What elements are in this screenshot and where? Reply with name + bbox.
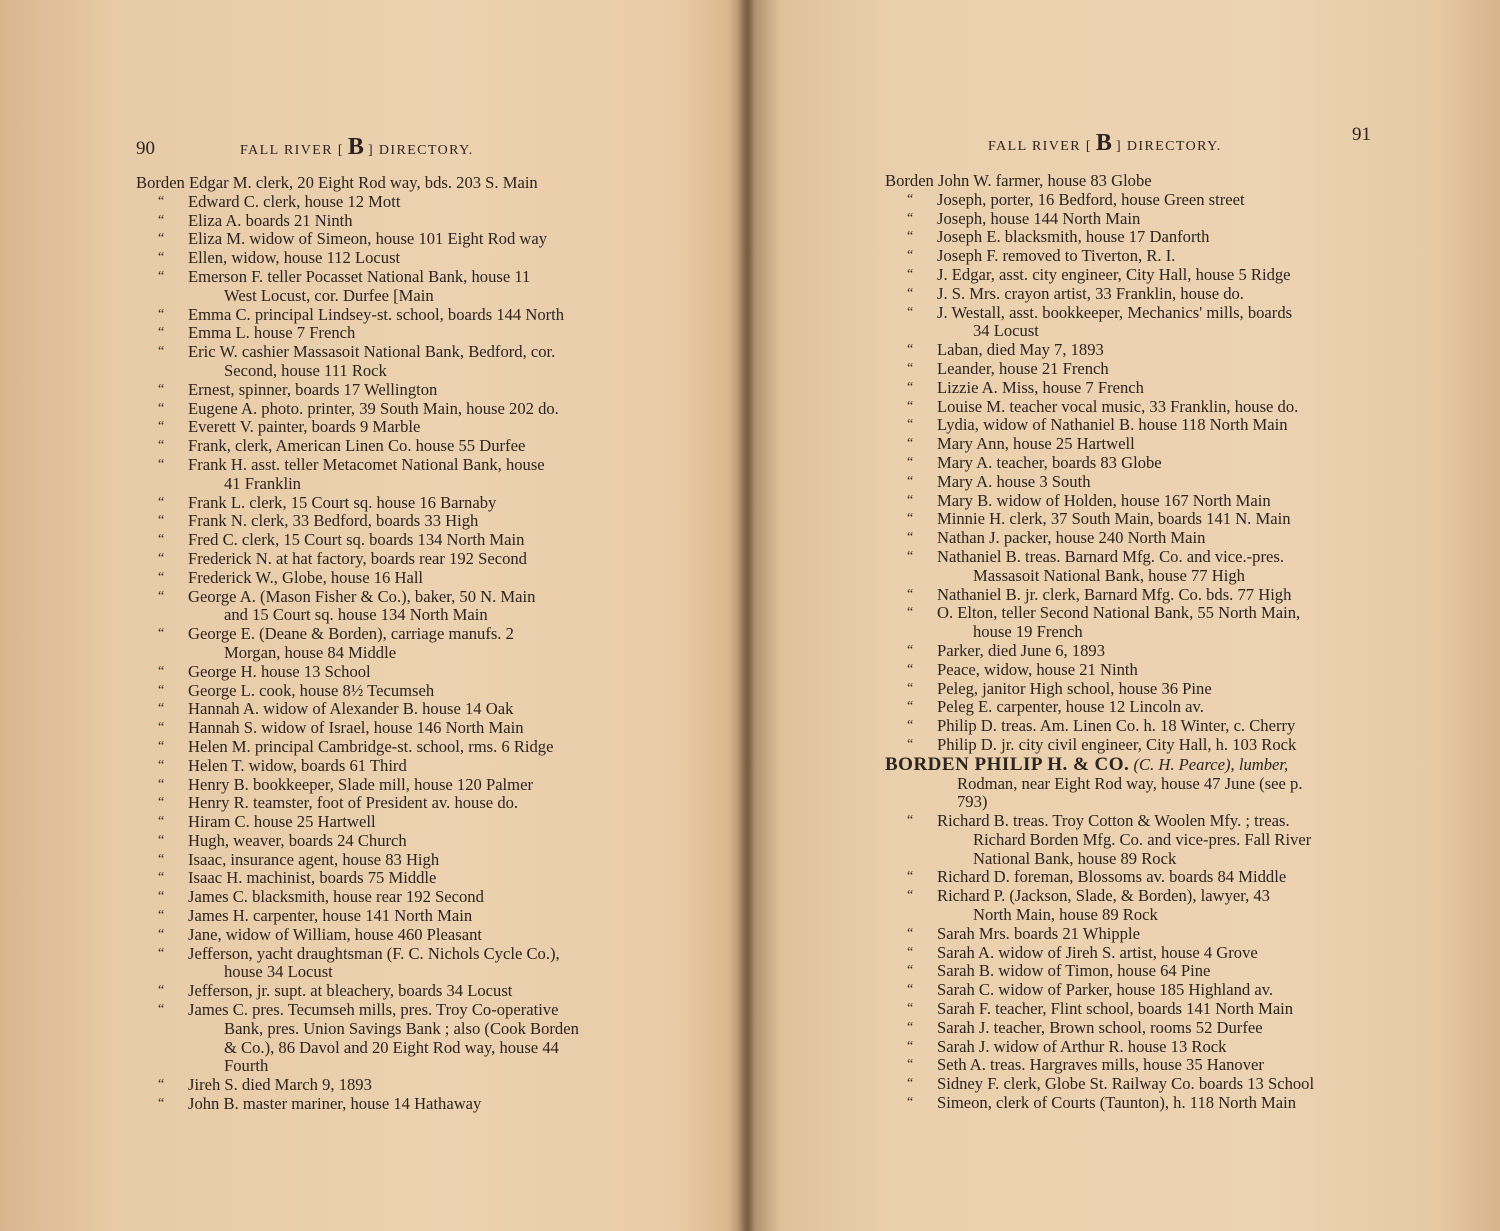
entry-text: Peleg E. carpenter, house 12 Lincoln av. bbox=[937, 697, 1204, 717]
list-item bbox=[885, 492, 1385, 511]
ditto-mark: “ bbox=[907, 963, 914, 979]
list-item bbox=[136, 550, 626, 569]
ditto-mark: “ bbox=[907, 888, 914, 904]
entry-text: Emma C. principal Lindsey-st. school, boards 144 North bbox=[188, 304, 565, 324]
ditto-mark: “ bbox=[907, 736, 914, 752]
ditto-mark: “ bbox=[907, 417, 914, 433]
ditto-mark: “ bbox=[158, 381, 165, 397]
entry-text: Nathaniel B. jr. clerk, Barnard Mfg. Co. bds. 77 High bbox=[937, 584, 1292, 604]
entry-text: Borden John W. farmer, house 83 Globe bbox=[885, 171, 1152, 190]
list-item bbox=[136, 512, 626, 531]
entry-list bbox=[885, 172, 1385, 1113]
list-item bbox=[136, 418, 626, 437]
entry-text: Joseph, porter, 16 Bedford, house Green street bbox=[937, 189, 1245, 209]
list-item bbox=[136, 268, 626, 287]
entry-text: George H. house 13 School bbox=[188, 661, 371, 681]
entry-text: National Bank, house 89 Rock bbox=[973, 848, 1177, 868]
ditto-mark: “ bbox=[907, 718, 914, 734]
list-item bbox=[885, 736, 1385, 755]
entry-text: Ellen, widow, house 112 Locust bbox=[188, 248, 401, 268]
entry-text: Parker, died June 6, 1893 bbox=[937, 640, 1106, 660]
entry-text: West Locust, cor. Durfee [Main bbox=[224, 285, 434, 305]
list-item bbox=[885, 868, 1385, 887]
entry-text: Frank L. clerk, 15 Court sq. house 16 Barnaby bbox=[188, 492, 497, 512]
entry-text: Jefferson, jr. supt. at bleachery, boards 34 Locust bbox=[188, 981, 513, 1001]
ditto-mark: “ bbox=[158, 494, 165, 510]
list-item bbox=[136, 682, 626, 701]
list-item bbox=[136, 700, 626, 719]
entry-text: Richard P. (Jackson, Slade, & Borden), lawyer, 43 bbox=[937, 886, 1270, 906]
entry-text: Seth A. treas. Hargraves mills, house 35 Hanover bbox=[937, 1055, 1264, 1075]
header-title: DIRECTORY. bbox=[1126, 139, 1222, 154]
list-item bbox=[885, 944, 1385, 963]
entry-text: Helen M. principal Cambridge-st. school, rms. 6 Ridge bbox=[188, 736, 554, 756]
list-item bbox=[885, 812, 1385, 831]
entry-text: Second, house 111 Rock bbox=[224, 360, 387, 380]
list-item bbox=[136, 456, 626, 475]
list-item bbox=[885, 247, 1385, 266]
ditto-mark: “ bbox=[158, 663, 165, 679]
ditto-mark: “ bbox=[158, 738, 165, 754]
ditto-mark: “ bbox=[158, 400, 165, 416]
list-item bbox=[136, 888, 626, 907]
ditto-mark: “ bbox=[907, 661, 914, 677]
entry-text: George L. cook, house 8½ Tecumseh bbox=[188, 680, 435, 700]
list-item bbox=[136, 193, 626, 212]
entry-text: Louise M. teacher vocal music, 33 Franklin, house do. bbox=[937, 396, 1299, 416]
list-item bbox=[136, 1095, 626, 1114]
list-item bbox=[136, 494, 626, 513]
entry-text: house 34 Locust bbox=[224, 962, 333, 982]
list-item bbox=[136, 588, 626, 607]
entry-continuation bbox=[136, 1020, 626, 1039]
ditto-mark: “ bbox=[907, 266, 914, 282]
ditto-mark: “ bbox=[158, 325, 165, 341]
list-item bbox=[885, 416, 1385, 435]
ditto-mark: “ bbox=[907, 605, 914, 621]
right-big-cont bbox=[885, 775, 1385, 813]
entry-text: John B. master mariner, house 14 Hathaway bbox=[188, 1094, 482, 1114]
right-entries-a bbox=[885, 191, 1385, 755]
entry-text: Leander, house 21 French bbox=[937, 358, 1109, 378]
list-item bbox=[885, 1075, 1385, 1094]
list-item bbox=[885, 586, 1385, 605]
entry-text: George E. (Deane & Borden), carriage manufs. 2 bbox=[188, 624, 514, 644]
list-item bbox=[885, 304, 1385, 323]
ditto-mark: “ bbox=[158, 814, 165, 830]
entry-text: Frank H. asst. teller Metacomet National Bank, house bbox=[188, 454, 545, 474]
ditto-mark: “ bbox=[907, 285, 914, 301]
ditto-mark: “ bbox=[158, 945, 165, 961]
entry-text: Helen T. widow, boards 61 Third bbox=[188, 755, 407, 775]
ditto-mark: “ bbox=[907, 304, 914, 320]
ditto-mark: “ bbox=[158, 682, 165, 698]
ditto-mark: “ bbox=[907, 454, 914, 470]
entry-text: Jefferson, yacht draughtsman (F. C. Nichols Cycle Co.), bbox=[188, 943, 560, 963]
list-item bbox=[885, 717, 1385, 736]
entry-text: Sarah Mrs. boards 21 Whipple bbox=[937, 923, 1140, 943]
ditto-mark: “ bbox=[907, 229, 914, 245]
entry-text: Peleg, janitor High school, house 36 Pine bbox=[937, 678, 1212, 698]
ditto-mark: “ bbox=[907, 1001, 914, 1017]
entry-text: Sarah F. teacher, Flint school, boards 141 North Main bbox=[937, 999, 1294, 1019]
entry-text: Philip D. jr. city civil engineer, City Hall, h. 103 Rock bbox=[937, 734, 1297, 754]
entry-text: Hannah A. widow of Alexander B. house 14 Oak bbox=[188, 699, 514, 719]
list-item bbox=[885, 661, 1385, 680]
ditto-mark: “ bbox=[907, 680, 914, 696]
list-item bbox=[136, 945, 626, 964]
ditto-mark: “ bbox=[907, 1057, 914, 1073]
list-item bbox=[885, 1056, 1385, 1075]
ditto-mark: “ bbox=[907, 511, 914, 527]
header-letter: B bbox=[1095, 130, 1112, 156]
list-item bbox=[136, 794, 626, 813]
list-item bbox=[885, 1038, 1385, 1057]
list-item bbox=[136, 437, 626, 456]
ditto-mark: “ bbox=[158, 231, 165, 247]
entry-text: Sarah A. widow of Jireh S. artist, house 4 Grove bbox=[937, 942, 1258, 962]
entry-continuation bbox=[136, 1057, 626, 1076]
entry-text: Eliza M. widow of Simeon, house 101 Eight Rod way bbox=[188, 229, 548, 249]
entry-continuation bbox=[136, 287, 626, 306]
ditto-mark: “ bbox=[158, 193, 165, 209]
ditto-mark: “ bbox=[907, 982, 914, 998]
list-item bbox=[136, 381, 626, 400]
ditto-mark: “ bbox=[158, 983, 165, 999]
header-city: FALL RIVER bbox=[240, 143, 333, 158]
header-title: DIRECTORY. bbox=[378, 143, 474, 158]
entry-text: & Co.), 86 Davol and 20 Eight Rod way, house 44 bbox=[224, 1037, 559, 1057]
entry-continuation bbox=[885, 793, 1385, 812]
ditto-mark: “ bbox=[907, 1019, 914, 1035]
left-entries bbox=[136, 193, 626, 1114]
ditto-mark: “ bbox=[907, 813, 914, 829]
entry-text: Joseph, house 144 North Main bbox=[937, 208, 1141, 228]
list-item bbox=[885, 925, 1385, 944]
header-city: FALL RIVER bbox=[988, 139, 1081, 154]
entry-text: Sarah J. widow of Arthur R. house 13 Rock bbox=[937, 1036, 1227, 1056]
entry-continuation bbox=[885, 906, 1385, 925]
entry-text: Philip D. treas. Am. Linen Co. h. 18 Winter, c. Cherry bbox=[937, 716, 1296, 736]
ditto-mark: “ bbox=[907, 1038, 914, 1054]
ditto-mark: “ bbox=[907, 944, 914, 960]
list-item bbox=[885, 887, 1385, 906]
list-item bbox=[136, 174, 626, 193]
list-item bbox=[885, 435, 1385, 454]
entry-text: and 15 Court sq. house 134 North Main bbox=[224, 605, 488, 625]
ditto-mark: “ bbox=[907, 360, 914, 376]
list-item bbox=[136, 663, 626, 682]
list-item bbox=[885, 962, 1385, 981]
entry-text: Nathan J. packer, house 240 North Main bbox=[937, 528, 1206, 548]
ditto-mark: “ bbox=[907, 191, 914, 207]
list-item bbox=[885, 228, 1385, 247]
list-item bbox=[885, 172, 1385, 191]
ditto-mark: “ bbox=[907, 548, 914, 564]
ditto-mark: “ bbox=[158, 456, 165, 472]
list-item bbox=[136, 625, 626, 644]
entry-continuation bbox=[885, 567, 1385, 586]
entry-text: Mary A. teacher, boards 83 Globe bbox=[937, 452, 1162, 472]
entry-text: Eric W. cashier Massasoit National Bank, Bedford, cor. bbox=[188, 342, 556, 362]
entry-continuation bbox=[136, 362, 626, 381]
ditto-mark: “ bbox=[158, 419, 165, 435]
list-item bbox=[885, 604, 1385, 623]
entry-text: Frank, clerk, American Linen Co. house 55 Durfee bbox=[188, 436, 526, 456]
list-item bbox=[136, 869, 626, 888]
entry-text: Isaac H. machinist, boards 75 Middle bbox=[188, 868, 437, 888]
entry-firm-name: BORDEN PHILIP H. & CO. bbox=[885, 753, 1130, 775]
entry-text: Sarah C. widow of Parker, house 185 Highland av. bbox=[937, 980, 1274, 1000]
ditto-mark: “ bbox=[158, 776, 165, 792]
entry-text: Emma L. house 7 French bbox=[188, 323, 356, 343]
right-page bbox=[752, 0, 1500, 1231]
list-item bbox=[136, 776, 626, 795]
ditto-mark: “ bbox=[158, 513, 165, 529]
page-header: FALL RIVER [ B ] DIRECTORY. bbox=[240, 134, 474, 160]
list-item bbox=[885, 981, 1385, 1000]
list-item bbox=[885, 529, 1385, 548]
list-item bbox=[136, 531, 626, 550]
right-entries-b bbox=[885, 812, 1385, 1113]
ditto-mark: “ bbox=[907, 586, 914, 602]
entry-text: Bank, pres. Union Savings Bank ; also (Cook Borden bbox=[224, 1018, 579, 1038]
ditto-mark: “ bbox=[907, 248, 914, 264]
ditto-mark: “ bbox=[907, 1095, 914, 1111]
ditto-mark: “ bbox=[158, 550, 165, 566]
list-item bbox=[136, 324, 626, 343]
list-item bbox=[136, 926, 626, 945]
entry-continuation bbox=[136, 644, 626, 663]
entry-text: Everett V. painter, boards 9 Marble bbox=[188, 417, 421, 437]
entry-text: Richard B. treas. Troy Cotton & Woolen Mfy. ; treas. bbox=[937, 811, 1290, 831]
ditto-mark: “ bbox=[158, 532, 165, 548]
ditto-mark: “ bbox=[158, 720, 165, 736]
list-item bbox=[885, 1000, 1385, 1019]
entry-text: Mary Ann, house 25 Hartwell bbox=[937, 434, 1135, 454]
list-item-bold bbox=[885, 753, 1385, 775]
list-item bbox=[136, 212, 626, 231]
list-item bbox=[136, 400, 626, 419]
ditto-mark: “ bbox=[907, 398, 914, 414]
entry-continuation bbox=[885, 831, 1385, 850]
list-item bbox=[136, 230, 626, 249]
entry-text: Eugene A. photo. printer, 39 South Main, house 202 do. bbox=[188, 398, 559, 418]
entry-text: Ernest, spinner, boards 17 Wellington bbox=[188, 379, 438, 399]
ditto-mark: “ bbox=[158, 588, 165, 604]
ditto-mark: “ bbox=[907, 925, 914, 941]
entry-text: Simeon, clerk of Courts (Taunton), h. 118 North Main bbox=[937, 1093, 1297, 1113]
entry-text: Minnie H. clerk, 37 South Main, boards 141 N. Main bbox=[937, 509, 1291, 529]
entry-text: Morgan, house 84 Middle bbox=[224, 642, 397, 662]
list-item bbox=[136, 306, 626, 325]
entry-text: Borden Edgar M. clerk, 20 Eight Rod way, bds. 203 S. Main bbox=[136, 173, 538, 192]
entry-text: Sarah B. widow of Timon, house 64 Pine bbox=[937, 961, 1211, 981]
list-item bbox=[885, 1019, 1385, 1038]
entry-text: Frank N. clerk, 33 Bedford, boards 33 High bbox=[188, 511, 479, 531]
entry-text: Nathaniel B. treas. Barnard Mfg. Co. and vice.-pres. bbox=[937, 546, 1284, 566]
entry-text: Peace, widow, house 21 Ninth bbox=[937, 659, 1138, 679]
ditto-mark: “ bbox=[158, 701, 165, 717]
ditto-mark: “ bbox=[907, 473, 914, 489]
entry-text: Joseph E. blacksmith, house 17 Danforth bbox=[937, 227, 1210, 247]
entry-continuation bbox=[885, 623, 1385, 642]
entry-text: Jane, widow of William, house 460 Pleasant bbox=[188, 924, 482, 944]
ditto-mark: “ bbox=[907, 436, 914, 452]
entry-text: Lizzie A. Miss, house 7 French bbox=[937, 377, 1144, 397]
entry-text: North Main, house 89 Rock bbox=[973, 905, 1158, 925]
page-number: 90 bbox=[136, 138, 155, 159]
entry-text: Massasoit National Bank, house 77 High bbox=[973, 565, 1245, 585]
ditto-mark: “ bbox=[158, 250, 165, 266]
ditto-mark: “ bbox=[158, 344, 165, 360]
ditto-mark: “ bbox=[158, 889, 165, 905]
page-number: 91 bbox=[1352, 124, 1371, 145]
list-item bbox=[136, 1076, 626, 1095]
entry-list bbox=[136, 174, 626, 1114]
ditto-mark: “ bbox=[158, 1002, 165, 1018]
entry-text: O. Elton, teller Second National Bank, 55 North Main, bbox=[937, 603, 1301, 623]
entry-text: J. Edgar, asst. city engineer, City Hall, house 5 Ridge bbox=[937, 264, 1291, 284]
list-item bbox=[136, 719, 626, 738]
entry-text: Frederick N. at hat factory, boards rear 192 Second bbox=[188, 548, 527, 568]
ditto-mark: “ bbox=[158, 757, 165, 773]
entry-text: (C. H. Pearce), lumber, bbox=[1133, 754, 1289, 774]
entry-text: James C. pres. Tecumseh mills, pres. Troy Co-operative bbox=[188, 1000, 559, 1020]
entry-text: Joseph F. removed to Tiverton, R. I. bbox=[937, 246, 1176, 266]
entry-text: Frederick W., Globe, house 16 Hall bbox=[188, 567, 424, 587]
list-item bbox=[136, 907, 626, 926]
ditto-mark: “ bbox=[158, 306, 165, 322]
entry-text: James C. blacksmith, house rear 192 Second bbox=[188, 887, 484, 907]
ditto-mark: “ bbox=[907, 379, 914, 395]
list-item bbox=[136, 569, 626, 588]
entry-continuation bbox=[136, 606, 626, 625]
entry-continuation bbox=[885, 775, 1385, 794]
ditto-mark: “ bbox=[158, 795, 165, 811]
ditto-mark: “ bbox=[158, 569, 165, 585]
list-item bbox=[136, 757, 626, 776]
list-item bbox=[885, 398, 1385, 417]
ditto-mark: “ bbox=[907, 210, 914, 226]
ditto-mark: “ bbox=[158, 1096, 165, 1112]
ditto-mark: “ bbox=[907, 492, 914, 508]
entry-text: Hannah S. widow of Israel, house 146 North Main bbox=[188, 718, 524, 738]
entry-text: Richard Borden Mfg. Co. and vice-pres. Fall River bbox=[973, 829, 1312, 849]
entry-continuation bbox=[136, 475, 626, 494]
entry-continuation bbox=[885, 850, 1385, 869]
entry-text: Rodman, near Eight Rod way, house 47 June (see p. bbox=[957, 773, 1303, 793]
ditto-mark: “ bbox=[158, 851, 165, 867]
list-item bbox=[885, 1094, 1385, 1113]
entry-text: Jireh S. died March 9, 1893 bbox=[188, 1075, 372, 1095]
header-letter: B bbox=[347, 134, 364, 160]
list-item bbox=[885, 360, 1385, 379]
ditto-mark: “ bbox=[907, 642, 914, 658]
list-item bbox=[885, 210, 1385, 229]
list-item bbox=[885, 191, 1385, 210]
ditto-mark: “ bbox=[158, 908, 165, 924]
entry-text: J. Westall, asst. bookkeeper, Mechanics' mills, boards bbox=[937, 302, 1293, 322]
list-item bbox=[885, 285, 1385, 304]
list-item bbox=[885, 266, 1385, 285]
entry-text: Sidney F. clerk, Globe St. Railway Co. boards 13 School bbox=[937, 1074, 1315, 1094]
ditto-mark: “ bbox=[907, 869, 914, 885]
entry-text: Richard D. foreman, Blossoms av. boards 84 Middle bbox=[937, 867, 1287, 887]
ditto-mark: “ bbox=[907, 342, 914, 358]
ditto-mark: “ bbox=[158, 926, 165, 942]
entry-text: George A. (Mason Fisher & Co.), baker, 50 N. Main bbox=[188, 586, 536, 606]
list-item bbox=[136, 851, 626, 870]
entry-text: Fred C. clerk, 15 Court sq. boards 134 North Main bbox=[188, 530, 525, 550]
entry-text: Mary A. house 3 South bbox=[937, 471, 1091, 491]
ditto-mark: “ bbox=[158, 1077, 165, 1093]
list-item bbox=[885, 510, 1385, 529]
list-item bbox=[885, 473, 1385, 492]
list-item bbox=[136, 813, 626, 832]
entry-text: James H. carpenter, house 141 North Main bbox=[188, 906, 473, 926]
ditto-mark: “ bbox=[907, 1076, 914, 1092]
ditto-mark: “ bbox=[907, 699, 914, 715]
ditto-mark: “ bbox=[158, 212, 165, 228]
list-item bbox=[885, 454, 1385, 473]
left-page bbox=[0, 0, 740, 1231]
entry-text: Lydia, widow of Nathaniel B. house 118 North Main bbox=[937, 415, 1288, 435]
list-item bbox=[885, 379, 1385, 398]
entry-text: 793) bbox=[957, 792, 988, 812]
list-item bbox=[136, 982, 626, 1001]
entry-text: Fourth bbox=[224, 1056, 269, 1076]
ditto-mark: “ bbox=[158, 832, 165, 848]
entry-text: Emerson F. teller Pocasset National Bank, house 11 bbox=[188, 266, 531, 286]
entry-text: Sarah J. teacher, Brown school, rooms 52 Durfee bbox=[937, 1017, 1263, 1037]
entry-text: Edward C. clerk, house 12 Mott bbox=[188, 191, 401, 211]
list-item bbox=[885, 642, 1385, 661]
entry-text: 41 Franklin bbox=[224, 473, 301, 493]
list-item bbox=[885, 698, 1385, 717]
entry-continuation bbox=[136, 963, 626, 982]
entry-text: Mary B. widow of Holden, house 167 North Main bbox=[937, 490, 1271, 510]
list-item bbox=[136, 343, 626, 362]
entry-continuation bbox=[136, 1039, 626, 1058]
list-item bbox=[136, 1001, 626, 1020]
list-item bbox=[136, 832, 626, 851]
entry-text: Henry R. teamster, foot of President av. house do. bbox=[188, 793, 519, 813]
entry-text: Eliza A. boards 21 Ninth bbox=[188, 210, 353, 230]
entry-text: house 19 French bbox=[973, 622, 1083, 642]
ditto-mark: “ bbox=[158, 268, 165, 284]
ditto-mark: “ bbox=[158, 626, 165, 642]
list-item bbox=[885, 548, 1385, 567]
list-item bbox=[885, 680, 1385, 699]
entry-text: Henry B. bookkeeper, Slade mill, house 120 Palmer bbox=[188, 774, 533, 794]
entry-text: 34 Locust bbox=[973, 321, 1039, 341]
entry-text: Isaac, insurance agent, house 83 High bbox=[188, 849, 440, 869]
ditto-mark: “ bbox=[907, 530, 914, 546]
entry-text: Hugh, weaver, boards 24 Church bbox=[188, 830, 407, 850]
page-header: FALL RIVER [ B ] DIRECTORY. bbox=[988, 130, 1222, 156]
ditto-mark: “ bbox=[158, 870, 165, 886]
entry-text: Laban, died May 7, 1893 bbox=[937, 340, 1104, 360]
list-item bbox=[136, 738, 626, 757]
list-item bbox=[885, 341, 1385, 360]
entry-continuation bbox=[885, 322, 1385, 341]
list-item bbox=[136, 249, 626, 268]
entry-text: Hiram C. house 25 Hartwell bbox=[188, 812, 376, 832]
entry-text: J. S. Mrs. crayon artist, 33 Franklin, house do. bbox=[937, 283, 1244, 303]
ditto-mark: “ bbox=[158, 438, 165, 454]
